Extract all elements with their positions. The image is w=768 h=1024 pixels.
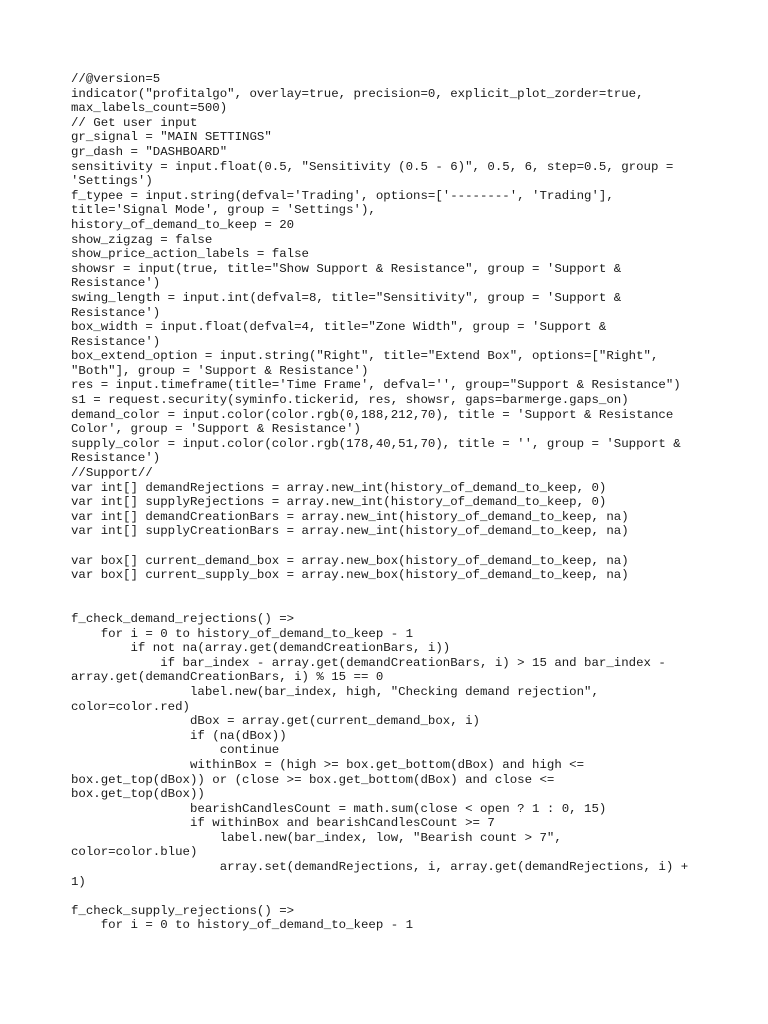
code-line: box.get_top(dBox)) or (close >= box.get_bottom(dBox) and close <= (71, 772, 555, 787)
code-line: color=color.red) (71, 699, 190, 714)
code-line: color=color.blue) (71, 845, 198, 860)
code-line: label.new(bar_index, low, "Bearish count > 7", (71, 830, 562, 845)
code-line: var int[] demandCreationBars = array.new_int(history_of_demand_to_keep, na) (71, 509, 629, 524)
code-line: for i = 0 to history_of_demand_to_keep - 1 (71, 626, 414, 641)
code-line: show_zigzag = false (71, 232, 213, 247)
code-line: max_labels_count=500) (71, 101, 228, 116)
code-listing (71, 72, 711, 933)
code-line: indicator("profitalgo", overlay=true, precision=0, explicit_plot_zorder=true, (71, 86, 644, 101)
code-line: showsr = input(true, title="Show Support & Resistance", group = 'Support & (71, 261, 622, 276)
code-line (71, 539, 711, 554)
code-line: f_check_supply_rejections() => (71, 903, 295, 918)
code-line: dBox = array.get(current_demand_box, i) (71, 714, 480, 729)
code-line: box_extend_option = input.string("Right", title="Extend Box", options=["Right", (71, 349, 659, 364)
code-line: 1) (71, 874, 86, 889)
code-line: Color', group = 'Support & Resistance') (71, 422, 361, 437)
code-line (71, 889, 711, 904)
code-line: demand_color = input.color(color.rgb(0,188,212,70), title = 'Support & Resistance (71, 407, 674, 422)
code-line: gr_dash = "DASHBOARD" (71, 144, 228, 159)
code-line: if (na(dBox)) (71, 728, 287, 743)
code-line: var box[] current_demand_box = array.new_box(history_of_demand_to_keep, na) (71, 553, 629, 568)
code-line: f_typee = input.string(defval='Trading', options=['--------', 'Trading'], (71, 188, 614, 203)
code-line: withinBox = (high >= box.get_bottom(dBox) and high <= (71, 757, 585, 772)
code-line (71, 583, 711, 598)
code-line: 'Settings') (71, 174, 153, 189)
code-line: res = input.timeframe(title='Time Frame', defval='', group="Support & Resistance") (71, 378, 681, 393)
code-line: bearishCandlesCount = math.sum(close < open ? 1 : 0, 15) (71, 801, 607, 816)
code-line: if not na(array.get(demandCreationBars, i)) (71, 641, 451, 656)
code-line: var int[] supplyRejections = array.new_int(history_of_demand_to_keep, 0) (71, 495, 607, 510)
code-line: gr_signal = "MAIN SETTINGS" (71, 130, 272, 145)
code-line: supply_color = input.color(color.rgb(178,40,51,70), title = '', group = 'Support & (71, 436, 681, 451)
code-line: "Both"], group = 'Support & Resistance') (71, 363, 369, 378)
code-line: f_check_demand_rejections() => (71, 611, 295, 626)
code-line: sensitivity = input.float(0.5, "Sensitivity (0.5 - 6)", 0.5, 6, step=0.5, group = (71, 159, 674, 174)
code-line: // Get user input (71, 115, 198, 130)
code-line: //Support// (71, 466, 153, 481)
code-line: Resistance') (71, 334, 161, 349)
code-line: s1 = request.security(syminfo.tickerid, res, showsr, gaps=barmerge.gaps_on) (71, 393, 629, 408)
code-line: array.set(demandRejections, i, array.get(demandRejections, i) + (71, 860, 689, 875)
code-line: history_of_demand_to_keep = 20 (71, 217, 295, 232)
code-line: label.new(bar_index, high, "Checking demand rejection", (71, 684, 599, 699)
code-line (71, 597, 711, 612)
code-line: if bar_index - array.get(demandCreationBars, i) > 15 and bar_index - (71, 655, 666, 670)
code-line: if withinBox and bearishCandlesCount >= 7 (71, 816, 495, 831)
code-line: show_price_action_labels = false (71, 247, 309, 262)
code-line: box_width = input.float(defval=4, title="Zone Width", group = 'Support & (71, 320, 607, 335)
code-line: Resistance') (71, 451, 161, 466)
code-line: array.get(demandCreationBars, i) % 15 == 0 (71, 670, 384, 685)
code-line: //@version=5 (71, 72, 161, 86)
code-line: for i = 0 to history_of_demand_to_keep - 1 (71, 918, 414, 933)
code-line: var box[] current_supply_box = array.new_box(history_of_demand_to_keep, na) (71, 568, 629, 583)
code-line: Resistance') (71, 276, 161, 291)
code-line: continue (71, 743, 280, 758)
code-line: var int[] supplyCreationBars = array.new_int(history_of_demand_to_keep, na) (71, 524, 629, 539)
code-line: box.get_top(dBox)) (71, 787, 205, 802)
code-line: var int[] demandRejections = array.new_int(history_of_demand_to_keep, 0) (71, 480, 607, 495)
code-line: swing_length = input.int(defval=8, title="Sensitivity", group = 'Support & (71, 290, 622, 305)
code-line: Resistance') (71, 305, 161, 320)
code-line: title='Signal Mode', group = 'Settings'), (71, 203, 376, 218)
